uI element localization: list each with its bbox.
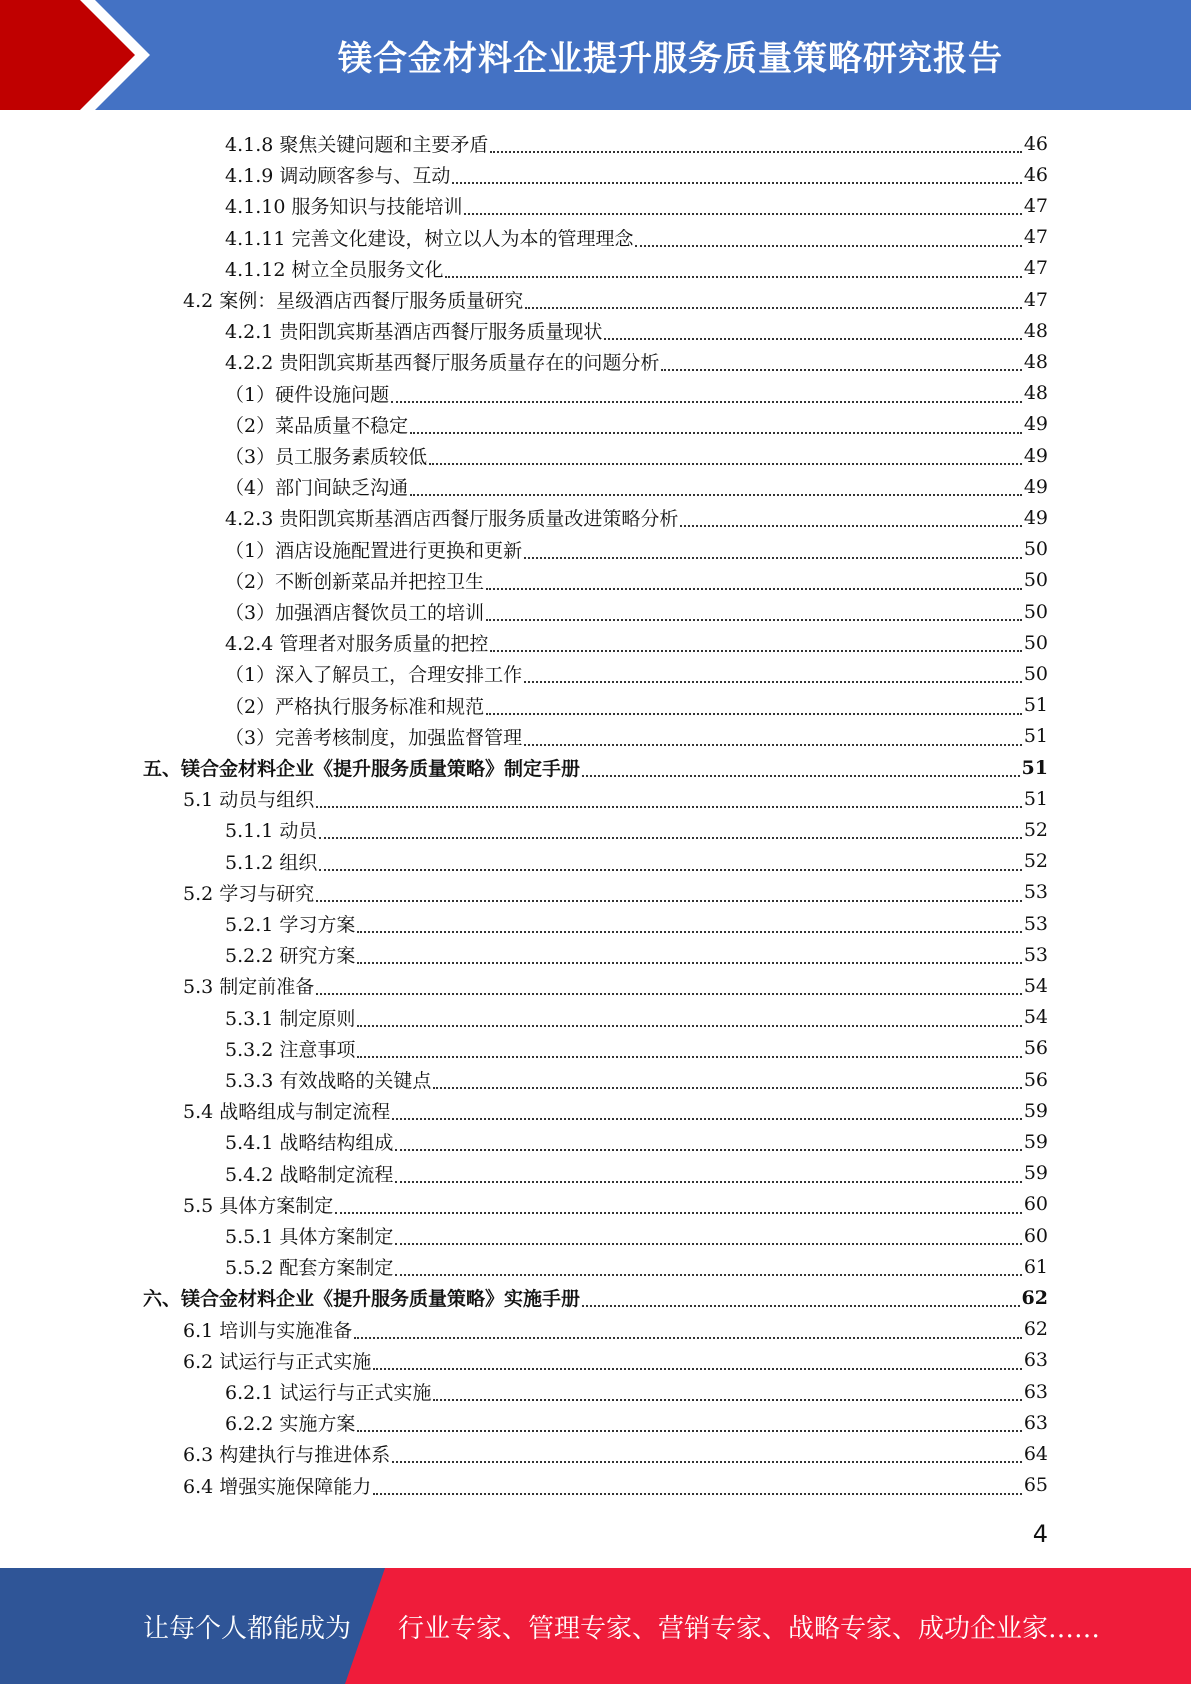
toc-entry[interactable] — [225, 658, 1048, 689]
toc-dot-leader — [357, 1005, 1021, 1027]
toc-dot-leader — [395, 1223, 1021, 1245]
toc-entry-page: 52 — [1023, 818, 1048, 841]
toc-entry-page: 53 — [1023, 943, 1048, 966]
toc-entry-label: 5.5.1 具体方案制定 — [225, 1226, 394, 1248]
toc-dot-leader — [486, 693, 1022, 715]
toc-dot-leader — [490, 131, 1021, 153]
toc-entry-label: 4.1.11 完善文化建设，树立以人为本的管理理念 — [225, 227, 634, 250]
toc-entry-label: 5.4.2 战略制定流程 — [225, 1163, 394, 1186]
toc-entry-page: 48 — [1023, 350, 1048, 373]
toc-entry-page: 56 — [1023, 1037, 1048, 1060]
toc-entry-label: 5.2.1 学习方案 — [225, 914, 356, 936]
toc-entry[interactable] — [225, 222, 1048, 253]
toc-dot-leader — [604, 318, 1021, 340]
toc-entry-page: 51 — [1023, 787, 1048, 810]
toc-dot-leader — [524, 661, 1022, 683]
toc-entry-label: 4.2.2 贵阳凯宾斯基西餐厅服务质量存在的问题分析 — [225, 352, 660, 375]
toc-entry-label: 6.1 培训与实施准备 — [183, 1319, 353, 1342]
toc-entry-page: 61 — [1023, 1255, 1048, 1278]
toc-dot-leader — [635, 225, 1021, 247]
toc-entry[interactable] — [225, 440, 1048, 471]
toc-entry-label: （2）菜品质量不稳定 — [225, 414, 409, 437]
toc-dot-leader — [373, 1473, 1022, 1495]
toc-entry-page: 49 — [1023, 444, 1048, 467]
toc-entry-label: 5.3.1 制定原则 — [225, 1007, 356, 1030]
toc-entry-page: 64 — [1023, 1442, 1048, 1465]
toc-dot-leader — [524, 537, 1022, 559]
toc-dot-leader — [316, 973, 1022, 995]
toc-entry-label: 5.1.2 组织 — [225, 851, 318, 874]
toc-entry-label: 5.3.3 有效战略的关键点 — [225, 1070, 432, 1092]
toc-entry[interactable] — [225, 721, 1048, 752]
toc-entry[interactable] — [183, 970, 1048, 1001]
toc-entry-label: 5.4 战略组成与制定流程 — [183, 1101, 391, 1124]
toc-entry-page: 62 — [1023, 1318, 1048, 1341]
toc-entry-page: 56 — [1023, 1068, 1048, 1091]
toc-entry[interactable] — [225, 1033, 1048, 1064]
toc-entry-page: 62 — [1021, 1286, 1048, 1309]
toc-entry[interactable] — [225, 908, 1048, 939]
toc-entry[interactable] — [225, 565, 1048, 596]
toc-entry-label: （1）深入了解员工，合理安排工作 — [225, 664, 523, 687]
toc-dot-leader — [335, 1192, 1022, 1214]
toc-dot-leader — [395, 1129, 1021, 1151]
toc-dot-leader — [373, 1348, 1022, 1370]
toc-dot-leader — [357, 911, 1021, 933]
toc-entry-page: 63 — [1023, 1380, 1048, 1403]
toc-entry-label: 4.2.4 管理者对服务质量的把控 — [225, 633, 489, 656]
toc-entry-page: 59 — [1023, 1099, 1048, 1122]
toc-dot-leader — [525, 287, 1022, 309]
toc-entry[interactable] — [225, 814, 1048, 845]
toc-entry[interactable] — [225, 1002, 1048, 1033]
toc-entry[interactable] — [225, 627, 1048, 658]
toc-entry-page: 49 — [1023, 413, 1048, 436]
toc-entry-page: 47 — [1023, 226, 1048, 249]
toc-entry[interactable] — [225, 1407, 1048, 1438]
toc-dot-leader — [316, 786, 1022, 808]
toc-entry-page: 51 — [1023, 694, 1048, 717]
toc-entry-label: （1）酒店设施配置进行更换和更新 — [225, 539, 523, 562]
toc-entry-label: 五、镁合金材料企业《提升服务质量策略》制定手册 — [143, 758, 581, 780]
toc-entry-page: 59 — [1023, 1162, 1048, 1185]
toc-entry-page: 54 — [1023, 974, 1048, 997]
toc-dot-leader — [486, 599, 1022, 621]
toc-dot-leader — [395, 1161, 1021, 1183]
toc-entry-label: （2）严格执行服务标准和规范 — [225, 695, 485, 718]
toc-entry[interactable] — [225, 939, 1048, 970]
toc-entry-page: 50 — [1023, 600, 1048, 623]
toc-dot-leader — [433, 1379, 1021, 1401]
toc-dot-leader — [391, 381, 1022, 403]
toc-entry-page: 53 — [1023, 881, 1048, 904]
toc-entry-label: 5.5.2 配套方案制定 — [225, 1257, 394, 1280]
toc-entry[interactable] — [225, 471, 1048, 502]
toc-entry-label: 六、镁合金材料企业《提升服务质量策略》实施手册 — [143, 1288, 581, 1311]
toc-entry-label: 5.4.1 战略结构组成 — [225, 1132, 394, 1155]
footer-slogan-right: 行业专家、管理专家、营销专家、战略专家、成功企业家…… — [398, 1613, 1101, 1644]
toc-entry[interactable] — [225, 690, 1048, 721]
toc-dot-leader — [395, 1254, 1021, 1276]
toc-entry-label: 5.1 动员与组织 — [183, 789, 315, 812]
toc-entry[interactable] — [183, 1314, 1048, 1345]
toc-entry[interactable] — [225, 846, 1048, 877]
toc-entry-page: 50 — [1023, 569, 1048, 592]
toc-entry-label: 5.2.2 研究方案 — [225, 945, 356, 968]
toc-entry[interactable] — [183, 877, 1048, 908]
toc-entry-page: 49 — [1023, 506, 1048, 529]
toc-entry-label: 5.3 制定前准备 — [183, 976, 315, 999]
toc-dot-leader — [392, 1441, 1022, 1463]
toc-entry-label: 4.2 案例：星级酒店西餐厅服务质量研究 — [183, 290, 524, 312]
toc-entry[interactable] — [183, 1095, 1048, 1126]
toc-dot-leader — [357, 1410, 1021, 1432]
toc-dot-leader — [319, 817, 1021, 839]
toc-dot-leader — [319, 849, 1021, 871]
toc-entry-label: 5.3.2 注意事项 — [225, 1038, 356, 1061]
toc-entry-label: 4.1.12 树立全员服务文化 — [225, 258, 444, 281]
toc-entry-label: 6.2.1 试运行与正式实施 — [225, 1382, 432, 1404]
toc-entry-page: 63 — [1023, 1349, 1048, 1372]
toc-entry-page: 50 — [1023, 538, 1048, 561]
toc-entry[interactable] — [225, 596, 1048, 627]
toc-entry-page: 60 — [1023, 1224, 1048, 1247]
toc-entry-label: 6.2.2 实施方案 — [225, 1413, 356, 1436]
toc-entry[interactable] — [225, 1126, 1048, 1157]
toc-dot-leader — [452, 162, 1021, 184]
toc-entry[interactable] — [225, 128, 1048, 159]
toc-entry-label: 4.1.10 服务知识与技能培训 — [225, 196, 463, 219]
toc-entry[interactable] — [143, 752, 1048, 783]
toc-dot-leader — [410, 474, 1022, 496]
toc-entry[interactable] — [225, 1220, 1048, 1251]
toc-dot-leader — [433, 1067, 1021, 1089]
toc-entry-label: （2）不断创新菜品并把控卫生 — [225, 570, 485, 593]
toc-entry-page: 50 — [1023, 631, 1048, 654]
toc-dot-leader — [524, 724, 1022, 746]
toc-entry-page: 63 — [1023, 1411, 1048, 1434]
toc-entry[interactable] — [225, 315, 1048, 346]
toc-entry[interactable] — [225, 190, 1048, 221]
toc-dot-leader — [582, 755, 1020, 777]
toc-entry-page: 47 — [1023, 257, 1048, 280]
toc-entry-label: 4.2.3 贵阳凯宾斯基酒店西餐厅服务质量改进策略分析 — [225, 508, 679, 531]
toc-entry[interactable] — [183, 1345, 1048, 1376]
toc-entry[interactable] — [183, 1189, 1048, 1220]
toc-entry[interactable] — [225, 378, 1048, 409]
toc-entry-page: 50 — [1023, 662, 1048, 685]
toc-dot-leader — [582, 1285, 1020, 1307]
toc-entry-page: 59 — [1023, 1130, 1048, 1153]
toc-dot-leader — [316, 880, 1022, 902]
toc-entry-label: 4.1.8 聚焦关键问题和主要矛盾 — [225, 134, 489, 156]
toc-dot-leader — [486, 568, 1022, 590]
toc-entry-page: 48 — [1023, 382, 1048, 405]
footer-banner — [0, 1568, 1191, 1684]
toc-entry-label: 4.1.9 调动顾客参与、互动 — [225, 165, 451, 188]
toc-entry-page: 53 — [1023, 912, 1048, 935]
toc-entry[interactable] — [225, 1158, 1048, 1189]
toc-entry-page: 47 — [1023, 194, 1048, 217]
toc-entry-page: 60 — [1023, 1193, 1048, 1216]
toc-entry[interactable] — [225, 1376, 1048, 1407]
toc-dot-leader — [680, 505, 1021, 527]
toc-dot-leader — [410, 412, 1022, 434]
toc-dot-leader — [429, 443, 1022, 465]
toc-entry-label: （1）硬件设施问题 — [225, 383, 390, 406]
toc-entry[interactable] — [183, 1470, 1048, 1501]
toc-entry-label: （3）完善考核制度，加强监督管理 — [225, 726, 523, 749]
toc-entry[interactable] — [225, 159, 1048, 190]
toc-entry-page: 47 — [1023, 288, 1048, 311]
toc-entry-label: 6.4 增强实施保障能力 — [183, 1475, 372, 1498]
toc-entry[interactable] — [225, 1064, 1048, 1095]
toc-dot-leader — [464, 193, 1021, 215]
toc-dot-leader — [354, 1317, 1022, 1339]
header-banner — [0, 0, 1191, 110]
toc-entry-label: （4）部门间缺乏沟通 — [225, 477, 409, 500]
toc-entry[interactable] — [225, 253, 1048, 284]
toc-entry-label: 5.2 学习与研究 — [183, 882, 315, 905]
toc-entry[interactable] — [183, 284, 1048, 315]
footer-slogan-left: 让每个人都能成为 — [143, 1613, 352, 1644]
toc-entry-label: 5.5 具体方案制定 — [183, 1194, 334, 1217]
toc-entry-page: 51 — [1023, 725, 1048, 748]
toc-entry[interactable] — [225, 409, 1048, 440]
toc-entry[interactable] — [183, 783, 1048, 814]
toc-entry-page: 54 — [1023, 1006, 1048, 1029]
page-title: 镁合金材料企业提升服务质量策略研究报告 — [338, 38, 1003, 79]
toc-entry-label: 4.2.1 贵阳凯宾斯基酒店西餐厅服务质量现状 — [225, 321, 603, 344]
toc-entry-page: 52 — [1023, 850, 1048, 873]
toc-entry-page: 48 — [1023, 319, 1048, 342]
toc-entry[interactable] — [225, 502, 1048, 533]
toc-dot-leader — [357, 942, 1021, 964]
toc-entry-label: 6.2 试运行与正式实施 — [183, 1350, 372, 1373]
toc-entry[interactable] — [225, 346, 1048, 377]
toc-entry-label: （3）员工服务素质较低 — [225, 446, 428, 468]
toc-entry-page: 51 — [1021, 756, 1048, 779]
toc-entry-label: 6.3 构建执行与推进体系 — [183, 1444, 391, 1467]
toc-entry[interactable] — [225, 534, 1048, 565]
page-number: 4 — [1032, 1520, 1048, 1548]
toc-dot-leader — [392, 1098, 1022, 1120]
toc-entry-page: 46 — [1023, 163, 1048, 186]
toc-entry-label: 5.1.1 动员 — [225, 820, 318, 843]
toc-entry-label: （3）加强酒店餐饮员工的培训 — [225, 602, 485, 624]
toc-dot-leader — [490, 630, 1021, 652]
toc-entry[interactable] — [183, 1438, 1048, 1469]
toc-dot-leader — [661, 349, 1021, 371]
toc-entry-page: 65 — [1023, 1474, 1048, 1497]
toc-dot-leader — [357, 1036, 1021, 1058]
toc-entry-page: 46 — [1023, 132, 1048, 155]
toc-entry[interactable] — [225, 1251, 1048, 1282]
toc-entry[interactable] — [143, 1282, 1048, 1313]
toc-entry-page: 49 — [1023, 475, 1048, 498]
toc-dot-leader — [445, 256, 1021, 278]
